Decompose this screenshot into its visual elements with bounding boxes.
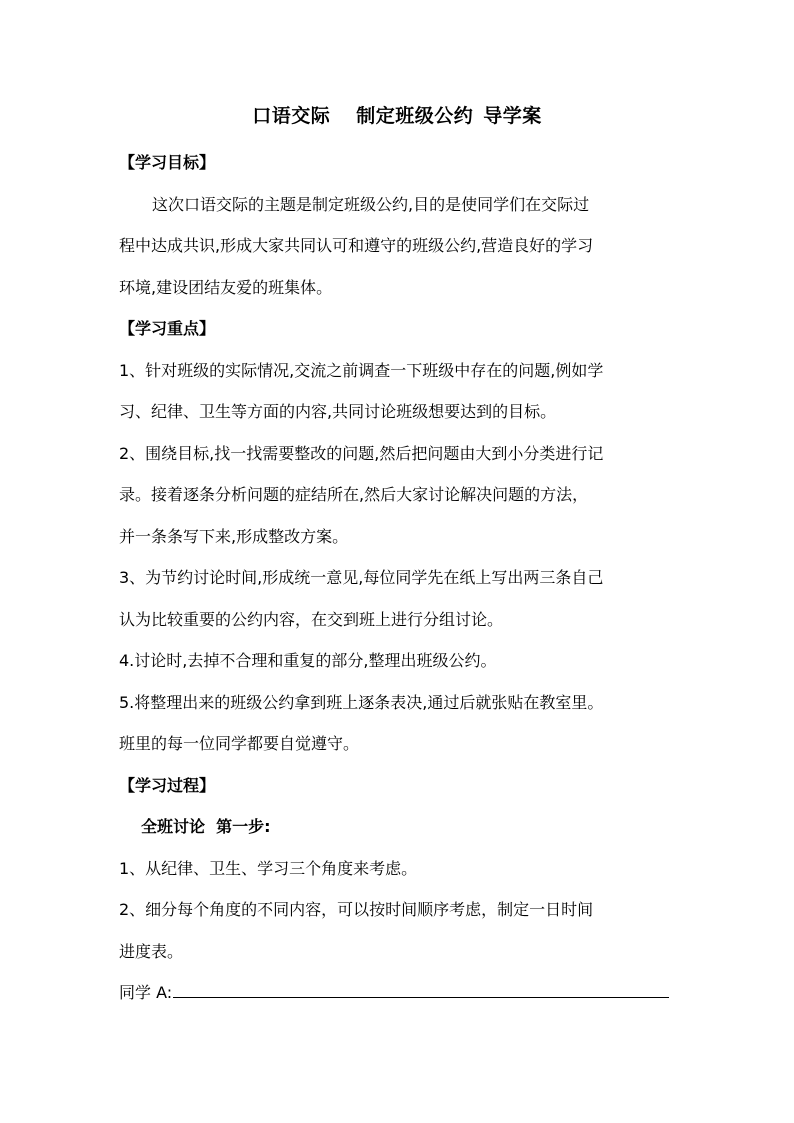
paragraph-line: 习、纪律、卫生等方面的内容,共同讨论班级想要达到的目标。: [119, 402, 557, 421]
title-part-oral-communication: 口语交际: [252, 105, 331, 127]
title-part-class-convention: 制定班级公约: [356, 105, 474, 127]
paragraph-line: 1、针对班级的实际情况,交流之前调查一下班级中存在的问题,例如学: [119, 360, 604, 380]
paragraph-line: 2、围绕目标,找一找需要整改的问题,然后把问题由大到小分类进行记: [119, 443, 604, 463]
student-a-label: 同学 A:: [119, 983, 173, 1002]
paragraph-line: 并一条条写下来,形成整改方案。: [119, 526, 349, 546]
paragraph-line: 录。接着逐条分析问题的症结所在,然后大家讨论解决问题的方法，: [119, 485, 589, 504]
paragraph-line: 2、细分每个角度的不同内容，可以按时间顺序考虑，制定一日时间: [119, 900, 594, 919]
paragraph-line: 3、为节约讨论时间,形成统一意见,每位同学先在纸上写出两三条自己: [119, 568, 604, 587]
paragraph-line: 1、从纪律、卫生、学习三个角度来考虑。: [119, 858, 418, 878]
title-part-study-guide: 导学案: [483, 105, 542, 127]
paragraph-line: 班里的每一位同学都要自觉遵守。: [119, 734, 360, 753]
step-heading: 全班讨论 第一步:: [141, 817, 271, 836]
document-body: [119, 142, 693, 1014]
paragraph-line: 进度表。: [119, 941, 184, 961]
paragraph-line: 程中达成共识,形成大家共同认可和遵守的班级公约,营造良好的学习: [119, 236, 594, 255]
section-heading-goals: 【学习目标】: [119, 153, 216, 172]
section-heading-process: 【学习过程】: [119, 775, 216, 795]
paragraph-line: 认为比较重要的公约内容，在交到班上进行分组讨论。: [119, 609, 504, 629]
paragraph-line: 环境,建设团结友爱的班集体。: [119, 277, 333, 297]
answer-blank[interactable]: [173, 979, 669, 998]
paragraph-line: 5.将整理出来的班级公约拿到班上逐条表决,通过后就张贴在教室里。: [119, 692, 604, 712]
document-title: [0, 100, 794, 132]
section-heading-focus: 【学习重点】: [119, 319, 216, 338]
paragraph-line: 这次口语交际的主题是制定班级公约,目的是使同学们在交际过: [152, 194, 590, 214]
student-a-answer-line: [119, 972, 693, 1014]
paragraph-line: 4.讨论时,去掉不合理和重复的部分,整理出班级公约。: [119, 651, 497, 670]
